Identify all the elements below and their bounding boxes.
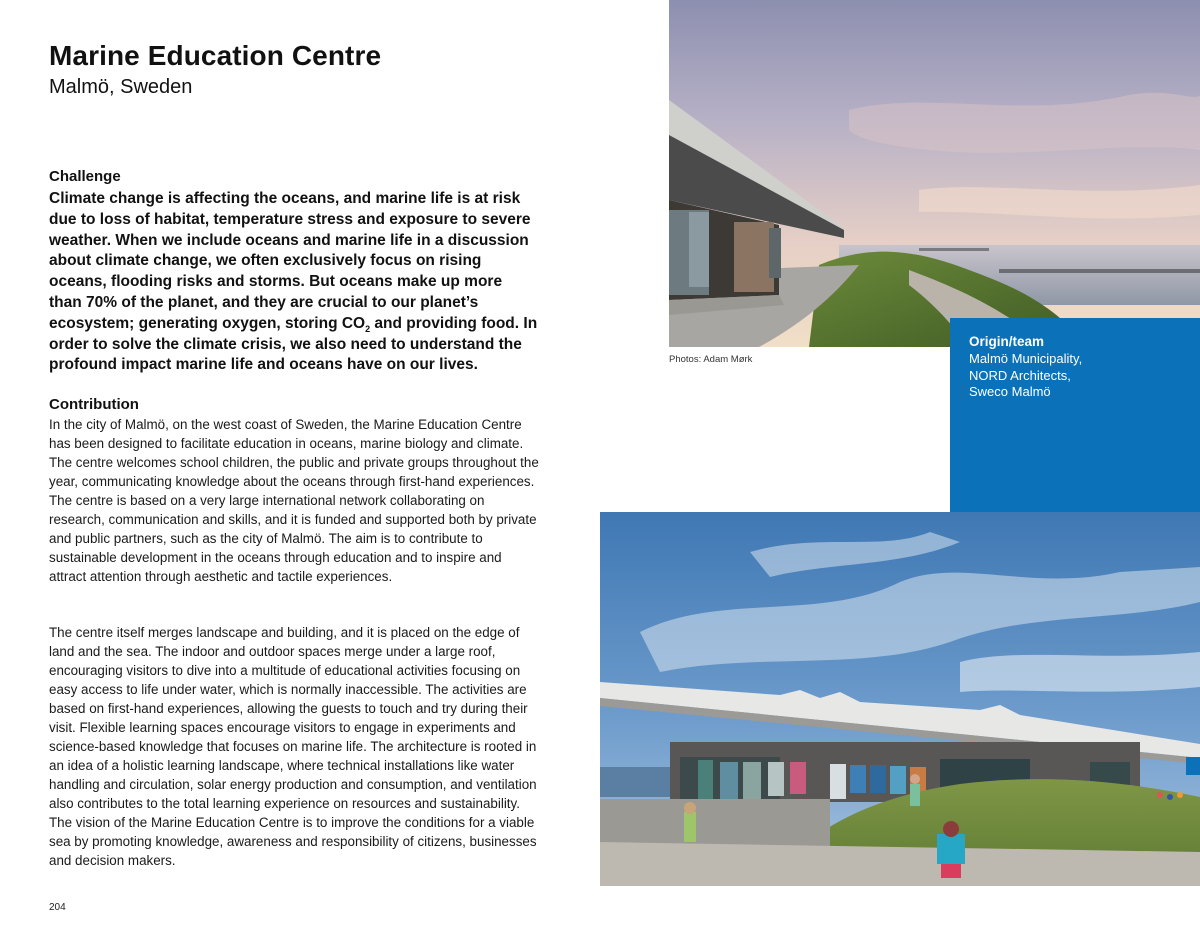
- origin-team-member: Sweco Malmö: [969, 384, 1051, 399]
- origin-team-list: [969, 351, 1082, 401]
- page-subtitle-location: Malmö, Sweden: [49, 76, 193, 98]
- origin-team-member: Malmö Municipality,: [969, 351, 1083, 366]
- challenge-heading: Challenge: [49, 168, 121, 185]
- contribution-paragraph-2: The centre itself merges landscape and building, and it is placed on the edge of land and the sea. The indoor and outdoor spaces merge under a large roof, encouraging visitors to dive into a multitude of educational activities focusing on easy access to life under water, which is normally inaccessible. The activities are based on first-hand experiences, allowing the guests to touch and try during their visit. Flexible learning spaces encourage visitors to engage in experiments and science-based knowledge that focuses on marine life. The architecture is rooted in an idea of a holistic learning landscape, where technical installations like water handling and circulation, solar energy production and consumption, and ventilation also contributes to the total learning experience on resources and sustainability. The vision of the Marine Education Centre is to improve the conditions for a viable sea by promoting knowledge, awareness and responsibility of citizens, businesses and decision makers.: [49, 625, 537, 868]
- photo-credit: Photos: Adam Mørk: [669, 354, 753, 365]
- contribution-paragraph-1: In the city of Malmö, on the west coast of Sweden, the Marine Education Centre has been designed to facilitate education in oceans, marine biology and climate. The centre welcomes school children, the public and private groups throughout the year, communicating knowledge about the oceans through first-hand experiences. The centre is based on a very large international network collaborating on research, communication and skills, and it is funded and supported both by private and public partners, such as the city of Malmö. The aim is to contribute to sustainable development in the oceans through education and to inspire and attract attention through aesthetic and tactile experiences.: [49, 417, 539, 584]
- blue-edge-tab: [1186, 757, 1200, 775]
- challenge-text-part-2: and providing food. In order to solve the climate crisis, we also need to understand the profound impact marine life and oceans have on our lives.: [49, 314, 538, 374]
- challenge-text-part-1: Climate change is affecting the oceans, and marine life is at risk due to loss of habitat, temperature stress and exposure to severe weather. When we include oceans and marine life in a discussion about climate change, we often exclusively focus on rising oceans, flooding risks and storms. But oceans make up more than 70% of the planet, and they are crucial to our planet’s ecosystem; generating oxygen, storing CO: [49, 190, 531, 332]
- page-number: 204: [49, 902, 66, 913]
- origin-team-heading: Origin/team: [969, 334, 1045, 349]
- origin-team-member: NORD Architects,: [969, 367, 1071, 383]
- photo-building-dusk: [669, 0, 1200, 347]
- contribution-heading: Contribution: [49, 396, 139, 413]
- page-title: Marine Education Centre: [49, 40, 382, 71]
- co2-subscript: 2: [365, 323, 371, 334]
- photo-building-daytime: [600, 512, 1200, 886]
- challenge-text: [49, 189, 539, 376]
